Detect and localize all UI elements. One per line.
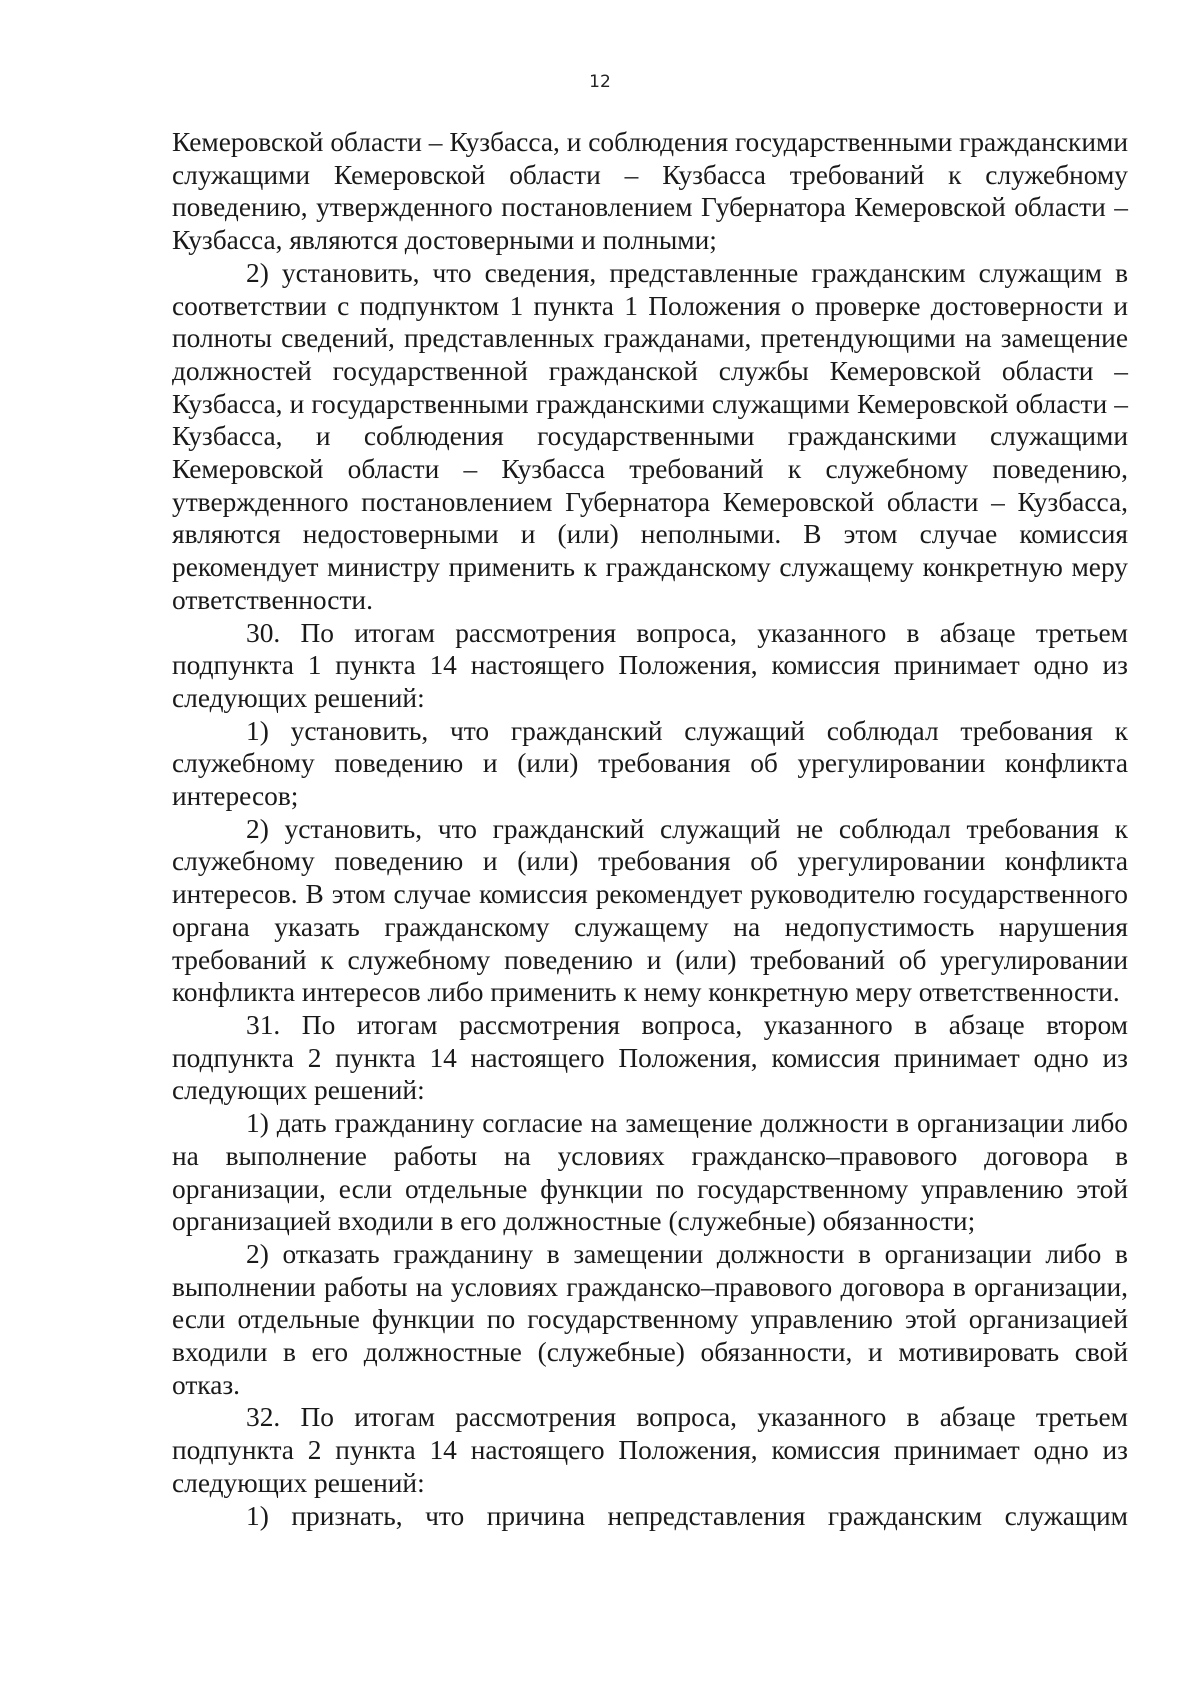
paragraph: 2) установить, что сведения, представленные гражданским служащим в соответствии с подпунктом 1 пункта 1 Положения о проверке достоверности и полноты сведений, представленных гражданами, претендующими на замещение должностей государственной гражданской службы Кемеровской области – Кузбасса, и государственными гражданскими служащими Кемеровской области – Кузбасса, и соблюдения государственными гражданскими служащими Кемеровской области – Кузбасса требований к служебному поведению, утвержденного постановлением Губернатора Кемеровской области – Кузбасса, являются недостоверными и (или) неполными. В этом случае комиссия рекомендует министру применить к гражданскому служащему конкретную меру ответственности.: [172, 257, 1128, 615]
paragraph: Кемеровской области – Кузбасса, и соблюдения государственными гражданскими служащими Кемеровской области – Кузбасса требований к служебному поведению, утвержденного постановлением Губернатора Кемеровской области – Кузбасса, являются достоверными и полными;: [172, 127, 1128, 256]
paragraph: 2) установить, что гражданский служащий не соблюдал требования к служебному поведению и (или) требования об урегулировании конфликта интересов. В этом случае комиссия рекомендует руководителю государственного органа указать гражданскому служащему на недопустимость нарушения требований к служебному поведению и (или) требований об урегулировании конфликта интересов либо применить к нему конкретную меру ответственности.: [172, 813, 1128, 1008]
paragraph: 1) дать гражданину согласие на замещение должности в организации либо на выполнение работы на условиях гражданско–правового договора в организации, если отдельные функции по государственному управлению этой организацией входили в его должностные (служебные) обязанности;: [172, 1108, 1128, 1237]
page-number: 12: [589, 72, 611, 92]
paragraph: 31. По итогам рассмотрения вопроса, указанного в абзаце втором подпункта 2 пункта 14 настоящего Положения, комиссия принимает одно из следующих решений:: [172, 1009, 1128, 1106]
paragraph: 32. По итогам рассмотрения вопроса, указанного в абзаце третьем подпункта 2 пункта 14 настоящего Положения, комиссия принимает одно из следующих решений:: [172, 1402, 1128, 1498]
paragraph: 1) признать, что причина непредставления гражданским служащим: [246, 1500, 1128, 1531]
document-body: [172, 126, 1128, 1532]
paragraph: 30. По итогам рассмотрения вопроса, указанного в абзаце третьем подпункта 1 пункта 14 настоящего Положения, комиссия принимает одно из следующих решений:: [172, 617, 1128, 713]
paragraph: 1) установить, что гражданский служащий соблюдал требования к служебному поведению и (или) требования об урегулировании конфликта интересов;: [172, 715, 1128, 812]
paragraph: 2) отказать гражданину в замещении должности в организации либо в выполнении работы на условиях гражданско–правового договора в организации, если отдельные функции по государственному управлению этой организацией входили в его должностные (служебные) обязанности, и мотивировать свой отказ.: [172, 1238, 1128, 1400]
